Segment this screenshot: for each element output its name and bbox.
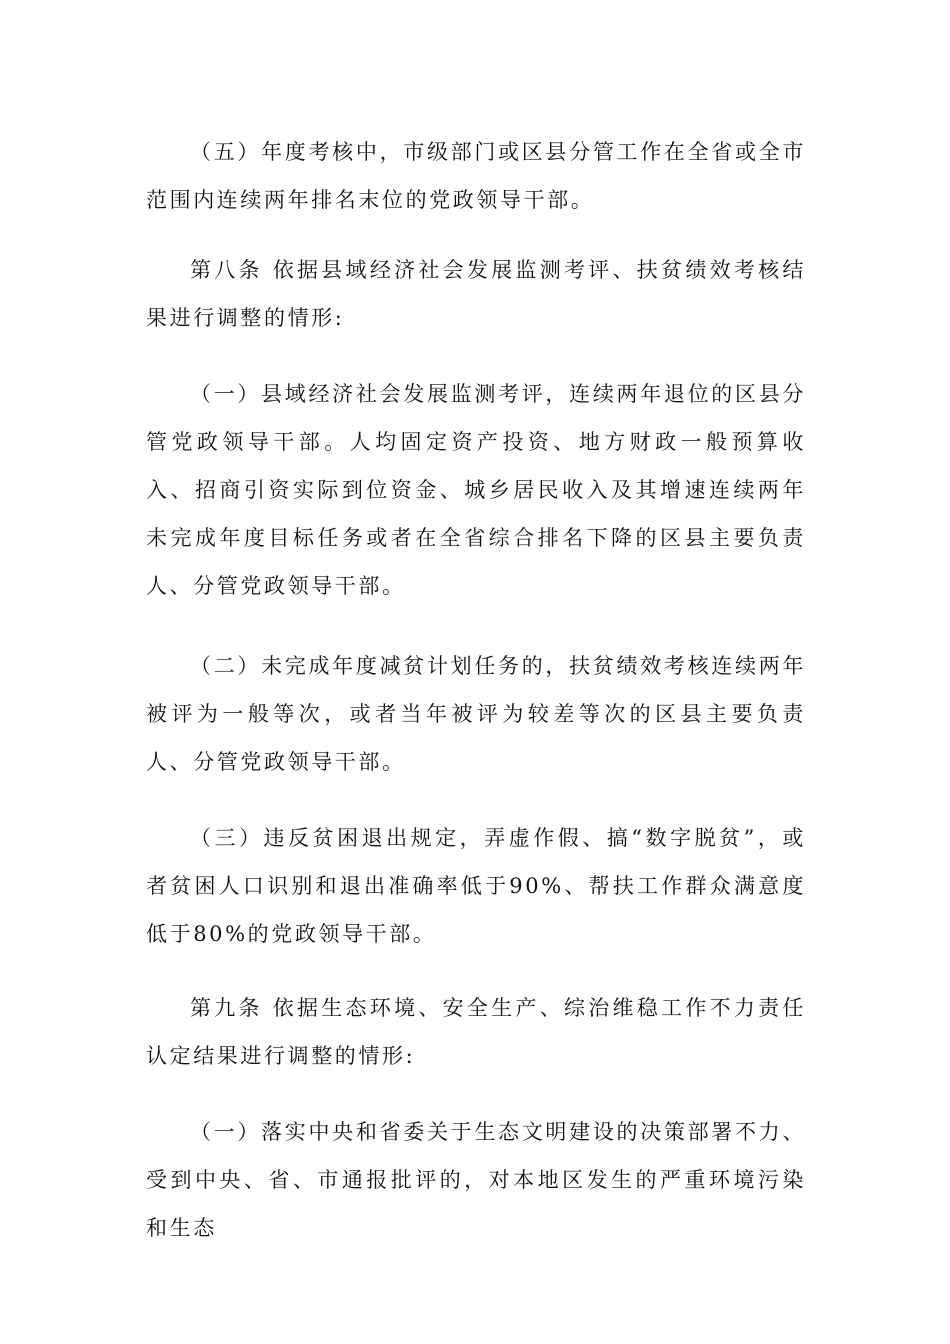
paragraph-article-8-item-2: （二）未完成年度减贫计划任务的，扶贫绩效考核连续两年被评为一般等次，或者当年被评为较差等次的区县主要负责人、分管党政领导干部。 [146, 654, 806, 774]
paragraph-article-8-item-1: （一）县域经济社会发展监测考评，连续两年退位的区县分管党政领导干部。人均固定资产投资、地方财政一般预算收入、招商引资实际到位资金、城乡居民收入及其增速连续两年未完成年度目标任务或者在全省综合排名下降的区县主要负责人、分管党政领导干部。 [146, 382, 806, 598]
paragraph-article-8: 第八条 依据县域经济社会发展监测考评、扶贫绩效考核结果进行调整的情形: [146, 258, 806, 330]
paragraph-item-5: （五）年度考核中，市级部门或区县分管工作在全省或全市范围内连续两年排名末位的党政领导干部。 [146, 140, 806, 212]
paragraph-article-9: 第九条 依据生态环境、安全生产、综治维稳工作不力责任认定结果进行调整的情形: [146, 996, 806, 1068]
paragraph-article-8-item-3: （三）违反贫困退出规定，弄虚作假、搞“数字脱贫”，或者贫困人口识别和退出准确率低于90%、帮扶工作群众满意度低于80%的党政领导干部。 [146, 826, 806, 946]
paragraph-article-9-item-1: （一）落实中央和省委关于生态文明建设的决策部署不力、受到中央、省、市通报批评的，对本地区发生的严重环境污染和生态 [146, 1120, 806, 1240]
